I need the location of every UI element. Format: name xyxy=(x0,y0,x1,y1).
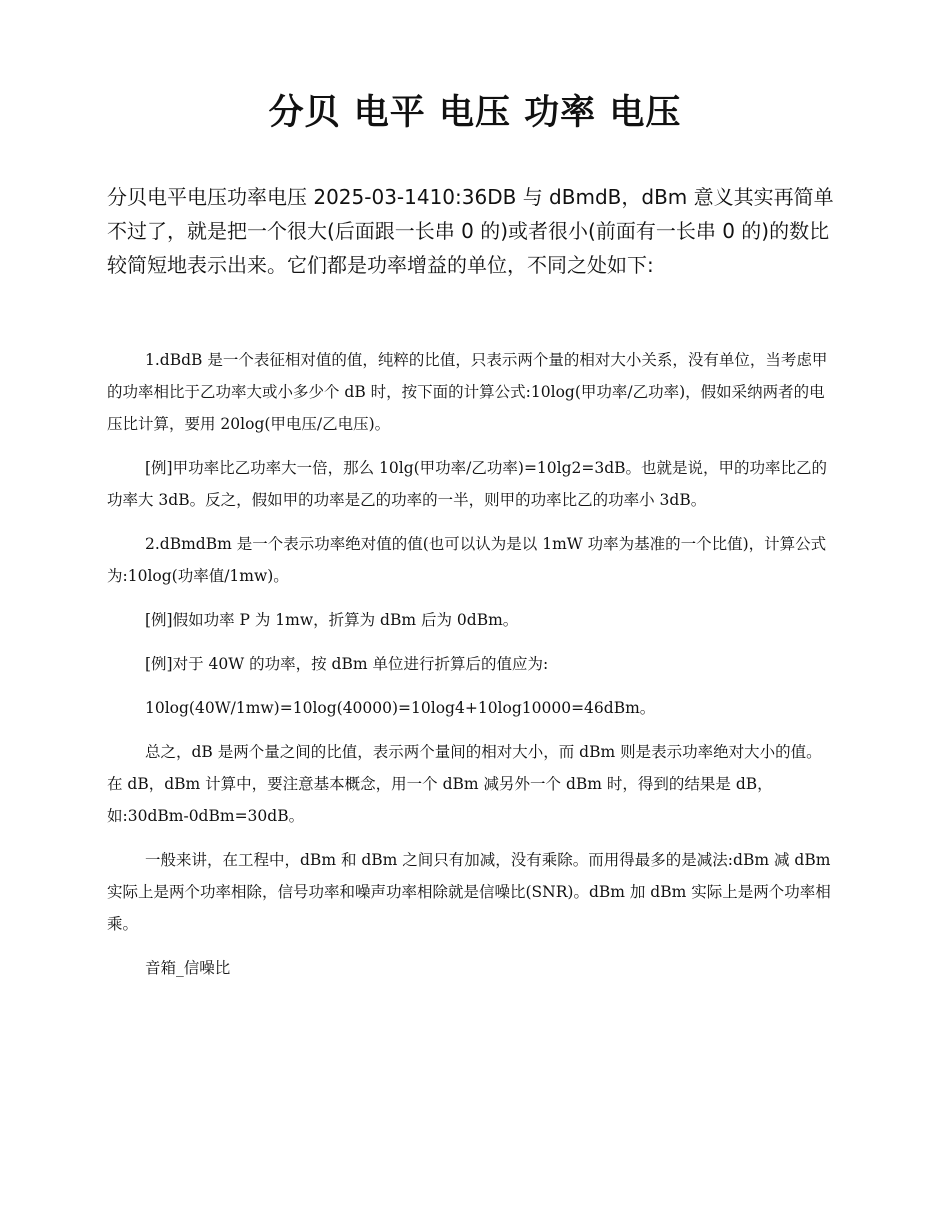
paragraph-db-example: [例]甲功率比乙功率大一倍，那么 10lg(甲功率/乙功率)=10lg2=3dB。也就是说，甲的功率比乙的功率大 3dB。反之，假如甲的功率是乙的功率的一半，则甲的功率比乙的功率小 3dB。 xyxy=(107,459,828,509)
paragraph-summary: 总之，dB 是两个量之间的比值，表示两个量间的相对大小，而 dBm 则是表示功率绝对大小的值。在 dB，dBm 计算中，要注意基本概念，用一个 dBm 减另外一个 dBm 时，得到的结果是 dB，如:30dBm-0dBm=30dB。 xyxy=(107,743,822,825)
document-title: 分贝 电平 电压 功率 电压 xyxy=(268,93,682,133)
paragraph-db-definition: 1.dBdB 是一个表征相对值的值，纯粹的比值，只表示两个量的相对大小关系，没有单位，当考虑甲的功率相比于乙功率大或小多少个 dB 时，按下面的计算公式:10log(甲功率/乙功率)，假如采纳两者的电压比计算，要用 20log(甲电压/乙电压)。 xyxy=(107,351,828,433)
paragraph-dbm-example-1mw: [例]假如功率 P 为 1mw，折算为 dBm 后为 0dBm。 xyxy=(145,611,519,629)
paragraph-dbm-example-40w: [例]对于 40W 的功率，按 dBm 单位进行折算后的值应为: xyxy=(145,655,549,673)
document-body xyxy=(107,344,835,996)
paragraph-dbm-formula: 10log(40W/1mw)=10log(40000)=10log4+10log10000=46dBm。 xyxy=(145,699,656,717)
intro-paragraph: 分贝电平电压功率电压 2025-03-1410:36DB 与 dBmdB，dBm 意义其实再简单不过了，就是把一个很大(后面跟一长串 0 的)或者很小(前面有一长串 0 的)的数比较简短地表示出来。它们都是功率增益的单位，不同之处如下: xyxy=(107,185,834,277)
paragraph-engineering-note: 一般来讲，在工程中，dBm 和 dBm 之间只有加减，没有乘除。而用得最多的是减法:dBm 减 dBm 实际上是两个功率相除，信号功率和噪声功率相除就是信噪比(SNR)。dBm 加 dBm 实际上是两个功率相乘。 xyxy=(107,851,831,933)
paragraph-section-heading: 音箱_信噪比 xyxy=(145,959,231,977)
paragraph-dbm-definition: 2.dBmdBm 是一个表示功率绝对值的值(也可以认为是以 1mW 功率为基准的一个比值)，计算公式为:10log(功率值/1mw)。 xyxy=(107,535,827,585)
